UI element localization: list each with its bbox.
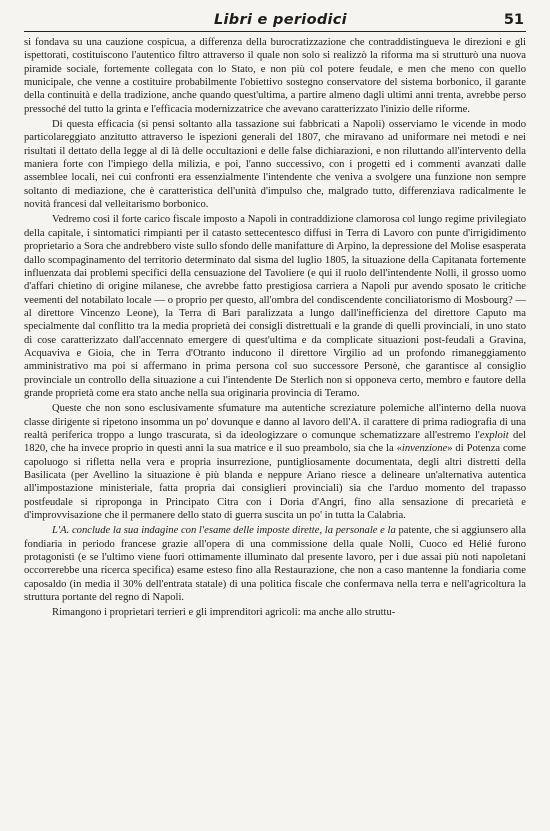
paragraph-2: Di questa efficacia (si pensi soltanto alla tassazione sui fabbricati a Napoli) osserviamo le vicende in modo particolareggiato anzitutto attraverso le ispezioni generali del 1807, che miravano ad uniformare nei metodi e nei risultati il dettato della legge al di là delle occultazioni e delle false dichiarazioni, e non riluttando all'intervento della maniera forte con l'impiego della milizia, e poi, l'anno successivo, con i progetti ed i commenti avanzati dalle assemblee locali, nei cui confronti era essenzialmente l'intendente che veniva a svolgere una funzione non sempre soltanto di mediazione, che è caratteristica dell'unità d'impulso che, malgrado tutto, differenziava radicalmente le novità francesi dal velleitarismo borbonico. [24,119,526,211]
page-number: 51 [503,12,524,28]
running-title: Libri e periodici [214,12,347,28]
article-body [24,36,526,620]
paragraph-4-part-c: » di Potenza come capoluogo si rifletta nella vera e propria insurrezione, puntigliosamente documentata, degli altri distretti della Basilicata (per Avellino la situazione è più blanda e neppure Ariano riesce a delineare un'alternativa autentica all'impostazione ministeriale, fatta propria dai consiglieri provinciali) sia che l'arduo momento del trapasso postfeudale si riproponga in Principato Citra con i Doria d'Angri, fino alla sensazione di precarietà e d'improvvisazione che il permanere dello stato di guerra suscita un po' in tutta la Calabria. [24,443,526,522]
paragraph-3: Vedremo così il forte carico fiscale imposto a Napoli in contraddizione clamorosa col lungo regime privilegiato della capitale, i sintomatici rimpianti per il catasto settecentesco diffusi in Terra di Lavoro con punte d'irrigidimento proprietario a Sora che andrebbero viste sullo sfondo delle manifatture di Arpino, la depressione del Molise esasperata dallo scompaginamento del territorio determinato dal sisma del luglio 1805, la situazione della Capitanata fortemente influenzata dai problemi specifici della censuazione del Tavoliere (e qui il ruolo dell'intendente Nolli, il grosso uomo d'affari chietino di origine milanese, che avrebbe fatto prestigiosa carriera a Napoli pur avendo sposato le critiche veementi del notabilato locale — o proprio per questo, all'ombra del condiscendente conciliatorismo di Mosbourg? — al direttore Vincenzo Leone), la Terra di Bari paralizzata a lungo dall'inefficienza del direttore Caputo ma specialmente dal conflitto tra la media proprietà dei consigli distrettuali e la grande di quelli provinciali, in uno stato di cose caratterizzato dall'accennato emergere di quest'ultima e da complicate situazioni post-feudali a Gravina, Acquaviva e Gioia, che in Terra d'Otranto inducono il direttore Virgilio ad un profondo rimaneggiamento amministrativo ma poi si affermano in prima persona col suo successore Personè, che garantisce al consiglio provinciale un controllo della situazione a cui l'intendente De Sterlich non si opponeva certo, membro e fautore della grande proprietà come era stato anche nella sua originaria provincia di Teramo. [24,214,526,399]
paragraph-4 [24,402,526,522]
italic-exploit: exploit [479,429,509,441]
paragraph-5-italic-lead: L'A. conclude la sua indagine con l'esame delle imposte dirette, la personale e la [52,525,396,537]
italic-invenzione: invenzione [401,443,448,455]
paragraph-5-rest: patente, che si aggiunsero alla fondiaria in periodo francese grazie all'opera di una commissione della quale Nolli, Cuoco ed Hélié furono protagonisti (e se l'ultimo viene fuori ottimamente illuminato dal presente lavoro, per i due assai più noti napoletani occorrerebbe una ricerca specifica) esame esteso fino alla Restaurazione, che non a caso mantenne la fondiaria come caposaldo (in media il 30% dell'entrata statale) di una politica fiscale che confermava nella terra e nell'agricoltura la struttura portante del regno di Napoli. [24,525,526,604]
paragraph-5 [24,524,526,604]
paragraph-6: Rimangono i proprietari terrieri e gli imprenditori agricoli: ma anche allo struttu- [52,607,396,619]
paragraph-4-part-b: del 1820, che ha invece proprio in questi anni la sua matrice e il suo preambolo, sia che la « [24,429,526,455]
paragraph-4-part-a: Queste che non sono esclusivamente sfumature ma autentiche screziature polemiche all'interno della nuova classe dirigente si ripetono insomma un po' dovunque e danno al lavoro dell'A. il carattere di prima radiografia di una realtà periferica troppo a lungo trascurata, sì da ideologizzare o comunque schematizzare all'estremo l' [24,403,526,441]
running-header [24,12,526,32]
paragraph-1: si fondava su una cauzione cospicua, a differenza della burocratizzazione che contraddistingueva le direzioni e gli ispettorati, costituiscono l'autentico filtro attraverso il quale non solo si realizzò la riforma ma si strutturò una nuova piramide sociale, fortemente collegata con lo Stato, e non più col potere feudale, e men che meno con quello municipale, che venne a costituire probabilmente l'obiettivo sostegno conservatore del sistema borbonico, il garante della continuità e della tradizione, anche quando quest'ultima, a partire almeno dagli ultimi anni trenta, avrebbe perso pressoché del tutto la grinta e l'efficacia modernizzatrice che avevano caratterizzato l'inizio delle riforme. [24,37,526,115]
